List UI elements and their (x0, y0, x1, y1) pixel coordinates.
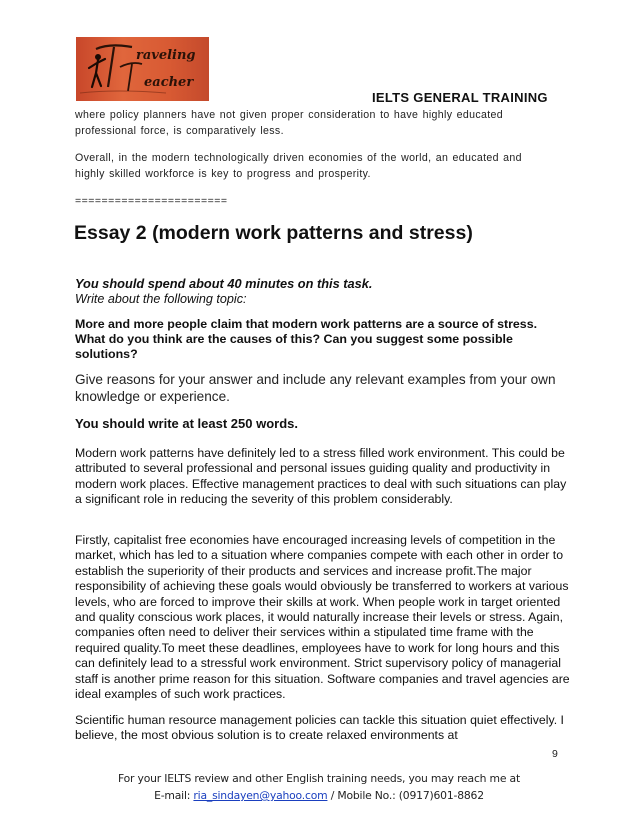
footer-email-link[interactable]: ria_sindayen@yahoo.com (193, 789, 328, 802)
previous-essay-paragraph-1: where policy planners have not given proper consideration to have highly educated professional force, is comparatively less. (75, 109, 504, 137)
essay-title: Essay 2 (modern work patterns and stress) (74, 222, 473, 244)
logo-text-line2: eacher (144, 75, 194, 90)
essay-prompt: More and more people claim that modern work patterns are a source of stress. What do you think are the causes of this? Can you suggest some possible solutions? (75, 317, 538, 361)
reasons-instruction: Give reasons for your answer and include any relevant examples from your own knowledge or experience. (75, 372, 556, 404)
traveling-teacher-logo (76, 37, 209, 101)
essay-paragraph-3: Scientific human resource management policies can tackle this situation quiet effectively. I believe, the most obvious solution is to create relaxed environments at (75, 713, 564, 743)
section-divider: ======================= (75, 195, 228, 207)
page-number: 9 (552, 748, 558, 760)
footer-line-1: For your IELTS review and other English training needs, you may reach me at (118, 772, 520, 785)
logo-graphic (76, 37, 209, 101)
previous-essay-paragraph-2: Overall, in the modern technologically driven economies of the world, an educated and highly skilled workforce is key to progress and prosperity. (75, 152, 522, 180)
minimum-words-instruction: You should write at least 250 words. (75, 416, 298, 431)
time-instruction: You should spend about 40 minutes on this task. (75, 276, 373, 291)
logo-text-line1: raveling (136, 48, 196, 63)
footer-email-label: E-mail: (154, 789, 191, 802)
topic-label: Write about the following topic: (75, 292, 247, 306)
footer-line-2 (0, 789, 638, 802)
header-title: IELTS GENERAL TRAINING (372, 90, 548, 105)
essay-paragraph-2: Firstly, capitalist free economies have encouraged increasing levels of competition in the market, which has led to a situation where companies compete with each other in order to establish the superiority of their products and services and increase profit.The major responsibility of achieving these goals would obviously be transferred to workers at various levels, who are forced to improve their skills at work. When people work in target oriented and quality conscious work places, it would naturally increase their levels or stress. Again, companies often need to deliver their services within a stipulated time frame with the required quality.To meet these deadlines, employees have to work for long hours and this can definitely lead to a stressful work environment. Strict supervisory policy of managerial staff is another prime reason for this situation. Software companies and travel agencies are ideal examples of such work practices. (75, 533, 570, 702)
footer-mobile: / Mobile No.: (0917)601-8862 (330, 789, 484, 802)
essay-paragraph-1: Modern work patterns have definitely led to a stress filled work environment. This could be attributed to several professional and personal issues guiding quality and productivity in modern work places. Effective management practices to deal with such situations can play a significant role in reducing the severity of this problem considerably. (75, 446, 567, 507)
